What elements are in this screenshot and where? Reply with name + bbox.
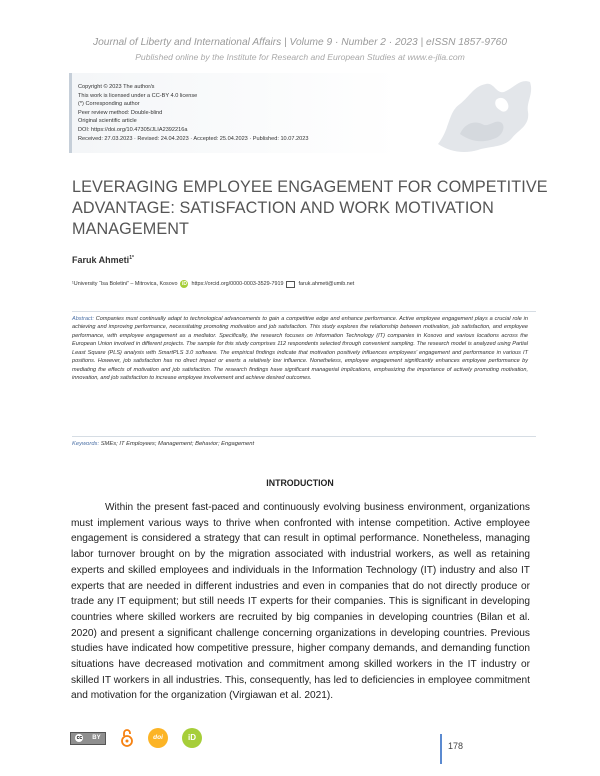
abstract-text: Companies must continually adapt to technological advancements to gain a competitive edge and enhance performance. Active employee engagement plays a crucial role in achieving and improving performance, necessitating promoting motivation and job satisfaction. This study explores the relationship between motivation, job satisfaction, and employee performance, with employee engagement as a mediator. Specifically, the research focuses on Information Technology (IT) companies in Kosovo and various locations across the European Union involved in different projects. The sample for this study comprises 112 respondents selected through convenient sampling. The research model is analyzed using Partial Least Square (PLS) analysis with SmartPLS 3.0 software. The empirical findings indicate that motivation positively influences employees’ engagement and performance in various IT positions. However, job satisfaction has no direct impact or exerts a relatively low influence. Nonetheless, employee engagement significantly enhances employee performance by mediating the effects of motivation and job satisfaction. The research findings have significant managerial implications, emphasizing the importance of actively promoting motivation, innovation, and job satisfaction to increase employee involvement and achieve desired outcomes. <box>72 316 528 382</box>
abstract-label: Abstract: <box>72 316 94 322</box>
email-link[interactable]: faruk.ahmeti@umib.net <box>298 281 355 287</box>
email-icon <box>286 281 295 288</box>
meta-article-type: Original scientific article <box>78 118 137 125</box>
cc-by-label: BY <box>92 735 101 741</box>
footer-icons <box>70 728 202 748</box>
cc-by-license-icon[interactable]: cc BY <box>70 732 106 745</box>
map-illustration <box>430 74 538 154</box>
keywords-text: SMEs; IT Employees; Management; Behavior; Engagement <box>100 441 255 447</box>
meta-lines <box>78 83 308 143</box>
orcid-badge-icon[interactable]: iD <box>182 728 202 748</box>
page-number-bar <box>440 734 442 764</box>
meta-dates: Received: 27.03.2023 · Revised: 24.04.2023 · Accepted: 25.04.2023 · Published: 10.07.2023 <box>78 135 309 142</box>
author-text: Faruk Ahmeti <box>72 255 130 265</box>
keywords <box>72 441 254 447</box>
orcid-link[interactable]: https://orcid.org/0000-0003-3529-7919 <box>191 281 284 287</box>
meta-peer-review: Peer review method: Double-blind <box>78 109 163 116</box>
article-title <box>72 177 548 240</box>
affiliation-line <box>72 280 354 288</box>
abstract <box>72 315 528 383</box>
author-superscript: 1* <box>129 255 134 261</box>
abstract-top-rule <box>72 311 536 312</box>
author-name <box>72 255 134 265</box>
publisher-line: Published online by the Institute for Research and European Studies at www.e-jlia.com <box>135 52 465 62</box>
meta-doi[interactable]: DOI: https://doi.org/10.47305/JLIA2392216a <box>78 126 188 133</box>
title-line: ADVANTAGE: SATISFACTION AND WORK MOTIVATION <box>72 199 494 217</box>
page-number: 178 <box>448 741 464 751</box>
keywords-label: Keywords: <box>72 441 100 447</box>
meta-copyright: Copyright © 2023 The author/s <box>78 84 155 90</box>
title-line: MANAGEMENT <box>72 220 190 238</box>
doi-icon[interactable]: doi <box>148 728 168 748</box>
keywords-rule <box>72 436 536 437</box>
affiliation-text: ¹University “Isa Boletini” – Mitrovica, Kosovo <box>72 281 178 287</box>
intro-paragraph: Within the present fast-paced and continuously evolving business environment, organizations must implement various ways to thrive when confronted with intense competition. Active employee engagement is considered a strategy that can result in optimal performance. Nonetheless, managing labor turnover brought on by the migration associated with industrial workers, as well as retaining experts and skilled employees and individuals in the Information Technology (IT) industry and also IT experts that are needed in different industries and even in companies that do not directly produce or trade any IT equipment; but still needs IT experts for their companies. This is significant in developing countries where skilled workers are recruited by big companies in developing countries (Bilan et al. 2020) and present a significant challenge concerning organizations in developing countries. Previous studies have indicated how competitive pressure, higher company demands, and demanding function situations have decreased motivation and commitment among skilled workers in the IT industry or skilled IT workers in all industries. This, consequently, has led to deficiencies in employee commitment and motivation for the organization (Virgiawan et al. 2021). <box>71 502 530 702</box>
meta-license: This work is licensed under a CC-BY 4.0 license <box>78 92 198 99</box>
open-access-icon <box>120 728 134 748</box>
orcid-icon[interactable]: iD <box>181 281 187 287</box>
meta-corresponding: (*) Corresponding author <box>78 101 140 108</box>
title-line: LEVERAGING EMPLOYEE ENGAGEMENT FOR COMPETITIVE <box>72 178 548 196</box>
section-heading: INTRODUCTION <box>266 478 334 488</box>
journal-header: Journal of Liberty and International Affairs | Volume 9 · Number 2 · 2023 | eISSN 1857-9760 <box>93 37 507 48</box>
